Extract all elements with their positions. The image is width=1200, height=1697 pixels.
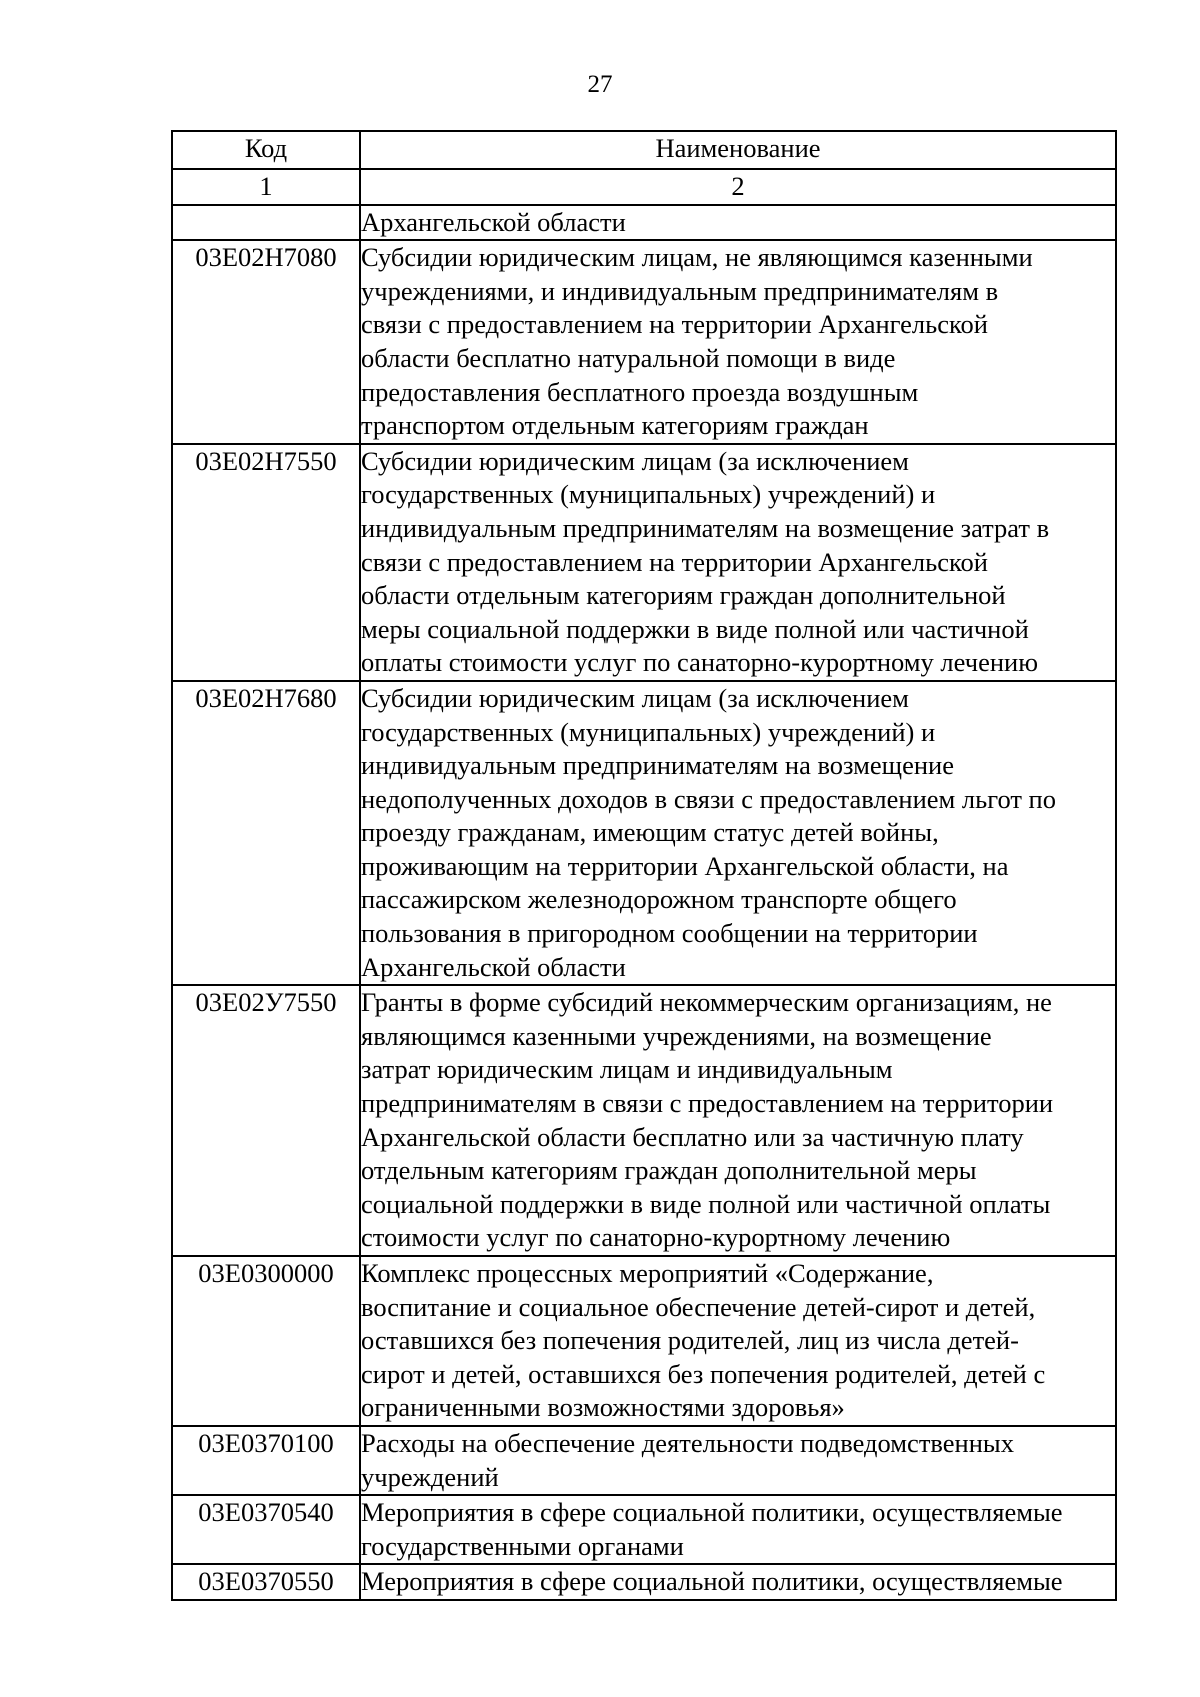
row-name [360, 240, 1116, 444]
row-name-line: Субсидии юридическим лицам, не являющимся казенными [361, 242, 1033, 273]
row-name-line: предоставления бесплатного проезда воздушным [361, 376, 919, 407]
row-name [360, 1256, 1116, 1426]
row-name-line: Расходы на обеспечение деятельности подведомственных [361, 1427, 1014, 1458]
row-name [360, 681, 1116, 985]
row-name-line: затрат юридическим лицам и индивидуальным [361, 1054, 893, 1085]
row-name-line: государственных (муниципальных) учреждений) и [361, 479, 936, 510]
row-code: 03Е0300000 [172, 1256, 360, 1426]
row-name-line: пассажирском железнодорожном транспорте общего [361, 884, 957, 915]
table-row [172, 240, 1116, 444]
row-name-line: стоимости услуг по санаторно-курортному лечению [361, 1222, 951, 1253]
header-name: Наименование [360, 131, 1116, 169]
column-number-2: 2 [360, 169, 1116, 205]
row-name-line: являющимся казенными учреждениями, на возмещение [361, 1020, 992, 1051]
row-name-line: индивидуальным предпринимателям на возмещение затрат в [361, 512, 1050, 543]
row-name-line: учреждений [361, 1461, 499, 1492]
classification-table [171, 130, 1117, 1601]
row-name-line: предпринимателям в связи с предоставлением на территории [361, 1088, 1054, 1119]
table-row [172, 681, 1116, 985]
row-name-line: Гранты в форме субсидий некоммерческим организациям, не [361, 987, 1052, 1018]
row-name-line: отдельным категориям граждан дополнительной меры [361, 1155, 977, 1186]
row-name-line: индивидуальным предпринимателям на возмещение [361, 750, 954, 781]
header-code: Код [172, 131, 360, 169]
row-name [360, 444, 1116, 681]
table-row [172, 985, 1116, 1256]
row-name-line: Архангельской области [361, 951, 626, 982]
row-code: 03Е02Н7550 [172, 444, 360, 681]
row-code: 03Е0370550 [172, 1564, 360, 1600]
table-row [172, 1564, 1116, 1600]
row-name-line: Архангельской области бесплатно или за частичную плату [361, 1121, 1024, 1152]
column-numbers-row [172, 169, 1116, 205]
row-name-line: связи с предоставлением на территории Архангельской [361, 546, 988, 577]
row-name-line: области бесплатно натуральной помощи в виде [361, 342, 896, 373]
row-name-line: меры социальной поддержки в виде полной или частичной [361, 613, 1029, 644]
table-row [172, 444, 1116, 681]
row-name-line: ограниченными возможностями здоровья» [361, 1392, 845, 1423]
header-row [172, 131, 1116, 169]
row-name-line: оставшихся без попечения родителей, лиц из числа детей- [361, 1325, 1019, 1356]
row-name-line: области отдельным категориям граждан дополнительной [361, 580, 1006, 611]
row-code: 03Е02У7550 [172, 985, 360, 1256]
row-name-line: учреждениями, и индивидуальным предпринимателям в [361, 275, 999, 306]
row-name-line: транспортом отдельным категориям граждан [361, 410, 869, 441]
row-name-line: связи с предоставлением на территории Архангельской [361, 309, 988, 340]
row-name [360, 1426, 1116, 1495]
row-code [172, 205, 360, 241]
column-number-1: 1 [172, 169, 360, 205]
page-number: 27 [587, 71, 613, 98]
row-name-line: проживающим на территории Архангельской области, на [361, 850, 1009, 881]
row-name-line: Мероприятия в сфере социальной политики, осуществляемые [361, 1566, 1063, 1597]
table-row [172, 1256, 1116, 1426]
table-row [172, 1426, 1116, 1495]
row-name-line: сирот и детей, оставшихся без попечения родителей, детей с [361, 1358, 1046, 1389]
row-code: 03Е0370540 [172, 1495, 360, 1564]
row-code: 03Е02Н7680 [172, 681, 360, 985]
row-name-line: воспитание и социальное обеспечение детей-сирот и детей, [361, 1291, 1036, 1322]
row-name [360, 985, 1116, 1256]
row-name-line: проезду гражданам, имеющим статус детей войны, [361, 817, 939, 848]
table-row [172, 1495, 1116, 1564]
row-name-line: Субсидии юридическим лицам (за исключением [361, 682, 909, 713]
table-body [172, 205, 1116, 1600]
row-name-line: Мероприятия в сфере социальной политики, осуществляемые [361, 1497, 1063, 1528]
row-name [360, 1495, 1116, 1564]
table-row [172, 205, 1116, 241]
row-name-line: недополученных доходов в связи с предоставлением льгот по [361, 783, 1056, 814]
row-name-line: Комплекс процессных мероприятий «Содержание, [361, 1258, 934, 1288]
row-name-line: Субсидии юридическим лицам (за исключением [361, 445, 909, 476]
row-name [360, 1564, 1116, 1600]
row-name-line: пользования в пригородном сообщении на территории [361, 918, 978, 949]
row-name-line: государственных (муниципальных) учреждений) и [361, 716, 936, 747]
row-name-line: оплаты стоимости услуг по санаторно-курортному лечению [361, 647, 1039, 678]
row-code: 03Е02Н7080 [172, 240, 360, 444]
row-name-line: социальной поддержки в виде полной или частичной оплаты [361, 1188, 1051, 1219]
row-code: 03Е0370100 [172, 1426, 360, 1495]
row-name-line: Архангельской области [361, 206, 626, 237]
row-name-line: государственными органами [361, 1530, 684, 1561]
row-name [360, 205, 1116, 241]
